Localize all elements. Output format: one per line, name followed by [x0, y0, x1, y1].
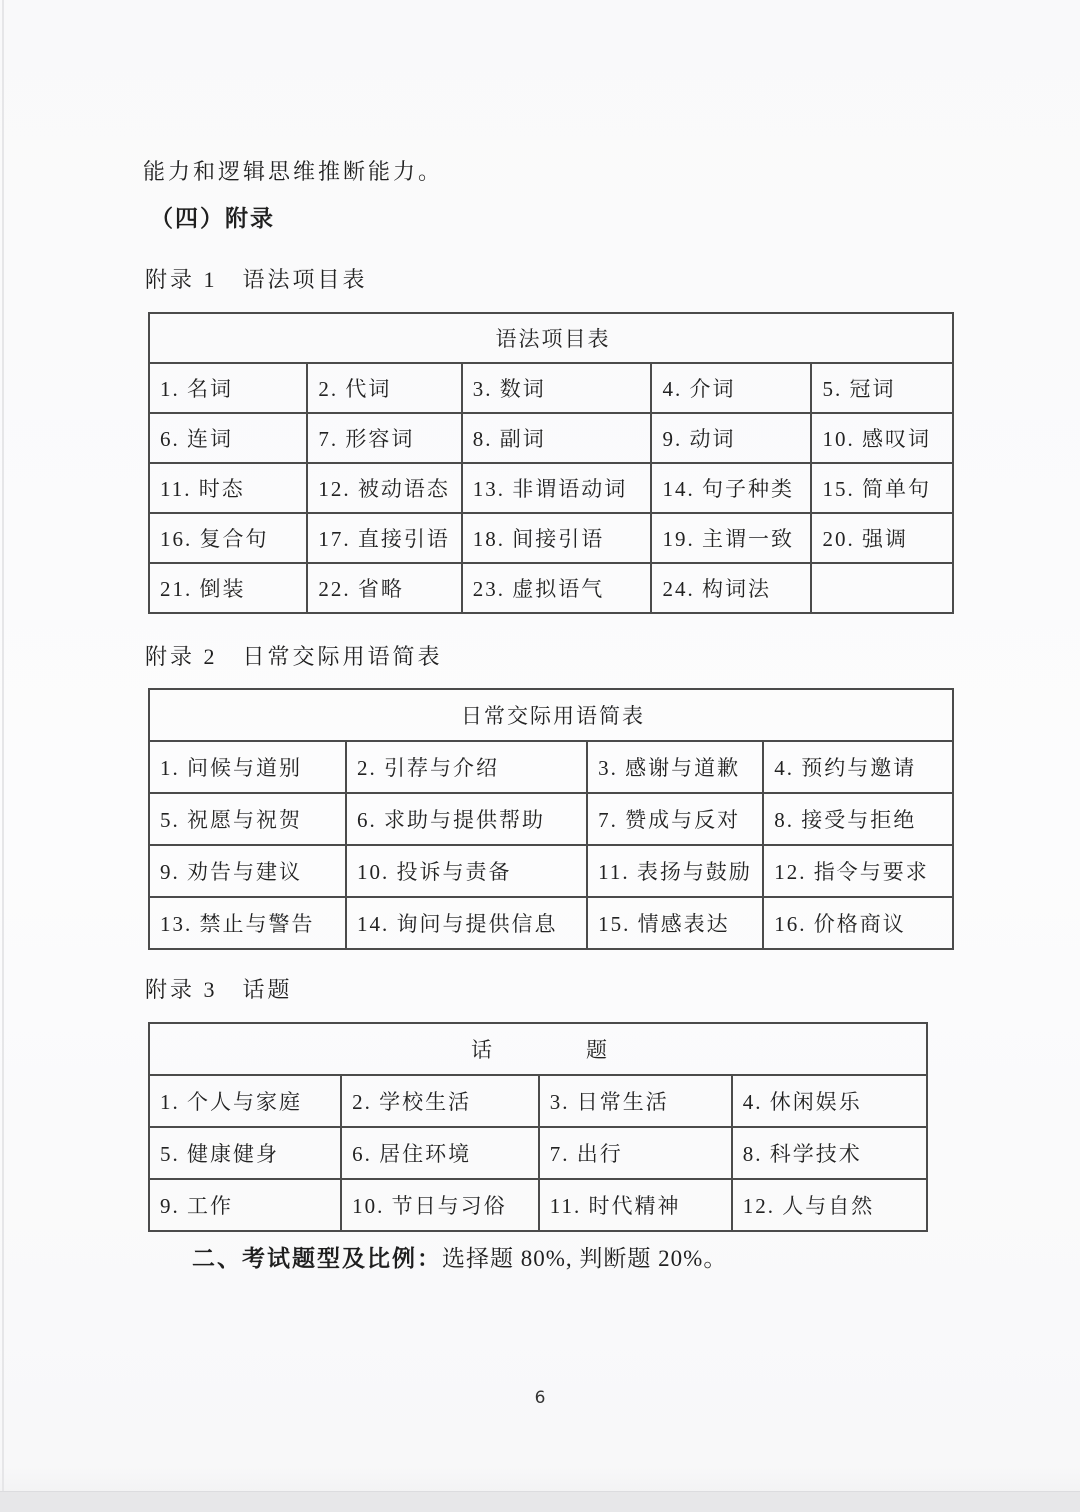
- table-cell: 13. 非谓语动词: [462, 463, 652, 513]
- table-cell: 18. 间接引语: [462, 513, 652, 563]
- table-row: [149, 741, 953, 793]
- table-cell: 10. 投诉与责备: [346, 845, 587, 897]
- table-cell: 9. 劝告与建议: [149, 845, 346, 897]
- table-cell: 2. 引荐与介绍: [346, 741, 587, 793]
- table-row: [149, 1075, 927, 1127]
- table-cell: 4. 介词: [651, 363, 811, 413]
- table-cell: 10. 节日与习俗: [341, 1179, 539, 1231]
- table-cell: 8. 副词: [462, 413, 652, 463]
- table-cell: 12. 被动语态: [307, 463, 461, 513]
- scan-bottom-strip: [0, 1491, 1080, 1512]
- table-cell: 9. 动词: [651, 413, 811, 463]
- table-title-row: [149, 1023, 927, 1075]
- table-cell: 11. 时代精神: [539, 1179, 732, 1231]
- table-cell: 14. 句子种类: [651, 463, 811, 513]
- table-cell: 13. 禁止与警告: [149, 897, 346, 949]
- table-cell: 1. 问候与道别: [149, 741, 346, 793]
- table-cell: 3. 感谢与道歉: [587, 741, 763, 793]
- table-cell: 23. 虚拟语气: [462, 563, 652, 613]
- table-cell: 15. 情感表达: [587, 897, 763, 949]
- table-cell: 1. 个人与家庭: [149, 1075, 341, 1127]
- table-row: [149, 463, 953, 513]
- table-cell: 11. 时态: [149, 463, 307, 513]
- table-cell: 17. 直接引语: [307, 513, 461, 563]
- appendix1-heading: 附录 1 语法项目表: [145, 267, 368, 292]
- table-cell: 2. 学校生活: [341, 1075, 539, 1127]
- table-cell: 5. 冠词: [811, 363, 953, 413]
- table-cell: 9. 工作: [149, 1179, 341, 1231]
- table-title-row: [149, 313, 953, 363]
- table-row: [149, 1127, 927, 1179]
- table-cell: [811, 563, 953, 613]
- table-cell: 6. 居住环境: [341, 1127, 539, 1179]
- table-row: [149, 897, 953, 949]
- grammar-items-table: [148, 312, 954, 614]
- table-title: 日常交际用语简表: [149, 689, 953, 741]
- table-row: [149, 513, 953, 563]
- table-cell: 4. 休闲娱乐: [732, 1075, 927, 1127]
- table-cell: 8. 科学技术: [732, 1127, 927, 1179]
- table-row: [149, 563, 953, 613]
- appendix2-heading: 附录 2 日常交际用语简表: [145, 644, 443, 669]
- section-heading: （四）附录: [150, 206, 275, 231]
- table-cell: 7. 出行: [539, 1127, 732, 1179]
- table-cell: 12. 人与自然: [732, 1179, 927, 1231]
- table-title: 话 题: [149, 1023, 927, 1075]
- table-cell: 16. 价格商议: [763, 897, 953, 949]
- page-number: 6: [534, 1388, 546, 1408]
- table-cell: 4. 预约与邀请: [763, 741, 953, 793]
- table-cell: 10. 感叹词: [811, 413, 953, 463]
- communication-expressions-table: [148, 688, 954, 950]
- table-cell: 2. 代词: [307, 363, 461, 413]
- table-row: [149, 363, 953, 413]
- table-cell: 14. 询问与提供信息: [346, 897, 587, 949]
- appendix3-heading: 附录 3 话题: [145, 977, 293, 1002]
- table-cell: 5. 祝愿与祝贺: [149, 793, 346, 845]
- table-row: [149, 793, 953, 845]
- table-cell: 21. 倒装: [149, 563, 307, 613]
- table-cell: 5. 健康健身: [149, 1127, 341, 1179]
- table-cell: 15. 简单句: [811, 463, 953, 513]
- table-cell: 20. 强调: [811, 513, 953, 563]
- table-cell: 7. 形容词: [307, 413, 461, 463]
- table-cell: 7. 赞成与反对: [587, 793, 763, 845]
- topics-table: [148, 1022, 928, 1232]
- intro-text: 能力和逻辑思维推断能力。: [143, 159, 444, 184]
- table-row: [149, 845, 953, 897]
- exam-type-ratio-line: [192, 1240, 727, 1273]
- table-row: [149, 413, 953, 463]
- table-cell: 22. 省略: [307, 563, 461, 613]
- table-cell: 3. 数词: [462, 363, 652, 413]
- table-cell: 8. 接受与拒绝: [763, 793, 953, 845]
- table-cell: 6. 连词: [149, 413, 307, 463]
- table-cell: 19. 主谓一致: [651, 513, 811, 563]
- table-title-row: [149, 689, 953, 741]
- exam-type-ratio-text: 选择题 80%, 判断题 20%。: [442, 1246, 728, 1271]
- table-cell: 3. 日常生活: [539, 1075, 732, 1127]
- table-cell: 1. 名词: [149, 363, 307, 413]
- table-cell: 16. 复合句: [149, 513, 307, 563]
- exam-type-ratio-label: 二、考试题型及比例：: [192, 1246, 442, 1271]
- table-cell: 24. 构词法: [651, 563, 811, 613]
- table-cell: 12. 指令与要求: [763, 845, 953, 897]
- table-cell: 6. 求助与提供帮助: [346, 793, 587, 845]
- table-cell: 11. 表扬与鼓励: [587, 845, 763, 897]
- table-row: [149, 1179, 927, 1231]
- table-title: 语法项目表: [149, 313, 953, 363]
- scan-edge: [2, 0, 4, 1512]
